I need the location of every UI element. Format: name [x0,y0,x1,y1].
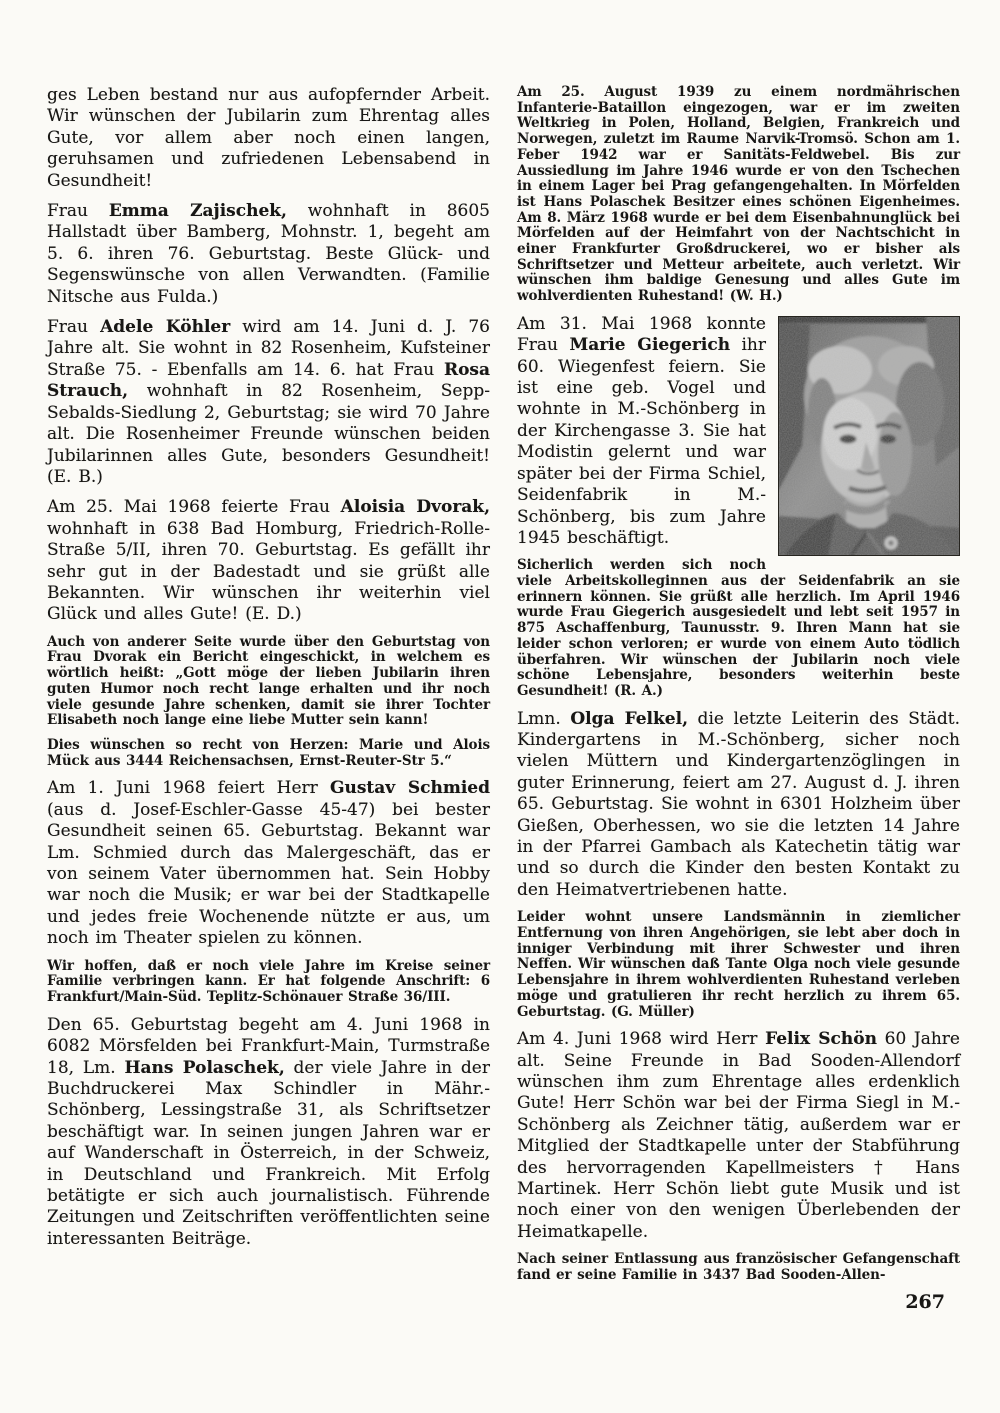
continuation-paragraph [47,85,490,192]
announcement-gustav-schmied [47,778,490,949]
note-schoen-continuation [517,1252,960,1283]
text-run: wird am 14. Juni d. J. 76 Jahre alt. Sie wohnt in 82 Rosenheim, Kufsteiner Straße 75. - Ebenfalls am 14. 6. hat Frau [47,317,490,380]
person-name: Hans Polaschek, [124,1057,285,1078]
person-name: Felix Schön [765,1029,877,1050]
announcement-marie-giegerich [517,314,960,549]
text-run: Den 65. Geburtstag begeht am 4. Juni 1968 in 6082 Mörsfelden bei Frankfurt-Main, Turmstraße 18, Lm. [47,1014,490,1078]
announcement-hans-polaschek [47,1015,490,1250]
text-run: Frau [47,317,101,338]
text-run: Leider wohnt unsere Landsmännin in ziemlicher Entfernung von ihren Angehörigen, sie lebt aber doch in inniger Verbindung mit ihrer Schwester und ihren Neffen. Wir wünschen daß Tante Olga noch viele gesunde Lebensjahre in ihrem wohlverdienten Ruhestand verleben möge und gratulieren ihr recht herzlich zu ihrem 65. Geburtstag. (G. Müller) [517,909,960,1020]
note-schmied-address [47,959,490,1006]
note-giegerich-details [517,558,960,699]
person-name: Olga Felkel, [570,708,688,729]
person-name: Adele Köhler [100,317,231,338]
announcement-emma-zajischek [47,201,490,308]
text-run: der viele Jahre in der Buchdruckerei Max Schindler in Mähr.-Schönberg, Lessingstraße 31, als Schriftsetzer beschäftigt war. In seinen jungen Jahren war er auf Wanderschaft in Österreich, in der Schweiz, in Deutschland und Frankreich. Mit Erfolg betätigte er sich auch journalistisch. Führende Zeitungen und Zeitschriften veröffentlichten seine interessanten Beiträge. [47,1057,490,1249]
text-run: (aus d. Josef-Eschler-Gasse 45-47) bei bester Gesundheit seinen 65. Geburtstag. Bekannt war Lm. Schmied durch das Malergeschäft, das er von seinem Vater übernommen hat. Sein Hobby war noch die Musik; er war bei der Stadtkapelle und jedes freie Wochenende nützte er aus, um noch im Theater spielen zu können. [47,799,490,949]
note-dvorak-greetings [47,738,490,769]
text-run: ges Leben bestand nur aus aufopfernder Arbeit. Wir wünschen der Jubilarin zum Ehrentag alles Gute, vor allem aber noch einen langen, geruhsamen und zufriedenen Lebensabend in Gesundheit! [47,85,490,191]
text-run: Dies wünschen so recht von Herzen: Marie und Alois Mück aus 3444 Reichensachsen, Ernst-Reuter-Str 5.“ [47,736,490,769]
text-run: 60 Jahre alt. Seine Freunde in Bad Sooden-Allendorf wünschen ihm zum Ehrentage alles erdenklich Gute! Herr Schön war bei der Firma Siegl in M.-Schönberg als Zeichner tätig, außerdem war er Mitglied der Stadtkapelle unter der Stabführung des hervorragenden Kapellmeisters † Hans Martinek. Herr Schön liebt gute Musik und ist noch einer von den wenigen Überlebenden der Heimatkapelle. [517,1029,960,1242]
text-run: Nach seiner Entlassung aus französischer Gefangenschaft fand er seine Familie in 3437 Bad Sooden-Allen- [517,1251,960,1283]
text-run: Wir hoffen, daß er noch viele Jahre im Kreise seiner Familie verbringen kann. Er hat folgende Anschrift: 6 Frankfurt/Main-Süd. Teplitz-Schönauer Straße 36/III. [47,957,490,1006]
text-run: Am 31. Mai 1968 konnte Frau [517,313,766,356]
text-run: Am 25. Mai 1968 feierte Frau [47,497,341,518]
text-run: ihr 60. Wiegenfest feiern. Sie ist eine geb. Vogel und wohnte in M.-Schönberg in der Kirchengasse 3. Sie hat Modistin gelernt und war später bei der Firma Schiel, Seidenfabrik in M.-Schönberg, bis zum Jahre 1945 beschäftigt. [517,335,766,548]
portrait-photo-image [778,316,960,556]
text-run: wohnhaft in 82 Rosenheim, Sepp-Sebalds-Siedlung 2, Geburtstag; sie wird 70 Jahre alt. Die Rosenheimer Freunde wünschen beiden Jubilarinnen alles Gute, besonders Gesundheit! (E. B.) [47,381,490,487]
announcement-aloisia-dvorak [47,497,490,625]
text-run: Lmn. [517,708,571,729]
person-name: Marie Giegerich [569,335,731,356]
person-name: Gustav Schmied [329,778,490,799]
announcement-olga-felkel [517,709,960,902]
right-column [517,85,960,1293]
note-dvorak-report [47,635,490,729]
portrait-photo-marie-giegerich [778,316,960,556]
person-name: Rosa Strauch, [47,359,490,402]
text-run: Auch von anderer Seite wurde über den Geburtstag von Frau Dvorak ein Bericht eingeschickt, in welchem es wörtlich heißt: „Gott möge der lieben Jubilarin ihren guten Humor noch recht lange erhalten und ihr noch viele gesunde Jahre schenken, damit sie ihrer Tochter Elisabeth noch lange eine liebe Mutter sein kann! [47,633,490,729]
note-polaschek-biography [517,85,960,305]
text-run: Am 4. Juni 1968 wird Herr [517,1029,766,1050]
text-run: Frau [47,201,109,222]
text-columns [47,85,960,1293]
text-run: Am 25. August 1939 zu einem nordmährischen Infanterie-Bataillon eingezogen, war er im zweiten Weltkrieg in Polen, Holland, Belgien, Frankreich und Norwegen, zuletzt im Raume Narvik-Tromsö. Schon am 1. Feber 1942 war er Sanitäts-Feldwebel. Bis zur Aussiedlung im Jahre 1946 wurde er von den Tschechen in einem Lager bei Prag gefangengehalten. In Mörfelden ist Hans Polaschek Besitzer eines schönen Eigenheimes. Am 8. März 1968 wurde er bei dem Eisenbahnunglück bei Mörfelden auf der Heimfahrt von der Nachtschicht in einer Frankfurter Großdruckerei, wo er bisher als Schriftsetzer und Metteur arbeitete, auch verletzt. Wir wünschen ihm baldige Genesung und alles Gute im wohlverdienten Ruhestand! (W. H.) [517,84,960,305]
text-run: Am 1. Juni 1968 feiert Herr [47,778,330,799]
page-number: 267 [905,1291,945,1313]
announcement-adele-koehler-rosa-strauch [47,317,490,488]
person-name: Aloisia Dvorak, [340,497,490,518]
note-felkel-details [517,910,960,1020]
left-column [47,85,490,1293]
announcement-felix-schoen [517,1029,960,1243]
person-name: Emma Zajischek, [108,201,287,222]
text-run: die letzte Leiterin des Städt. Kindergartens in M.-Schönberg, sicher noch vielen Müttern und Kindergartenzöglingen in guter Erinnerung, feiert am 27. August d. J. ihren 65. Geburtstag. Sie wohnt in 6301 Holzheim über Gießen, Oberhessen, wo sie die letzten 14 Jahre in der Pfarrei Gambach als Katechetin tätig war und so durch die Kinder den besten Kontakt zu den Heimatvertriebenen hatte. [517,708,960,900]
text-run: wohnhaft in 8605 Hallstadt über Bamberg, Mohnstr. 1, begeht am 5. 6. ihren 76. Geburtstag. Beste Glück- und Segenswünsche von allen Verwandten. (Familie Nitsche aus Fulda.) [47,201,490,307]
text-run: wohnhaft in 638 Bad Homburg, Friedrich-Rolle-Straße 5/II, ihren 70. Geburtstag. Es gefällt ihr sehr gut in der Badestadt und sie grüßt alle Bekannten. Wir wünschen ihr weiterhin viel Glück und alles Gute! (E. D.) [47,518,490,625]
text-run: Sicherlich werden sich noch viele Arbeitskolleginnen aus der Seidenfabrik an sie erinnern können. Sie grüßt alle herzlich. Im April 1946 wurde Frau Giegerich ausgesiedelt und lebt seit 1957 in 875 Aschaffenburg, Taunusstr. 9. Ihren Mann hat sie leider schon verloren; er wurde von einem Auto tödlich überfahren. Wir wünschen der Jubilarin noch viele schöne Lebensjahre, besonders weiterhin beste Gesundheit! (R. A.) [517,557,960,699]
